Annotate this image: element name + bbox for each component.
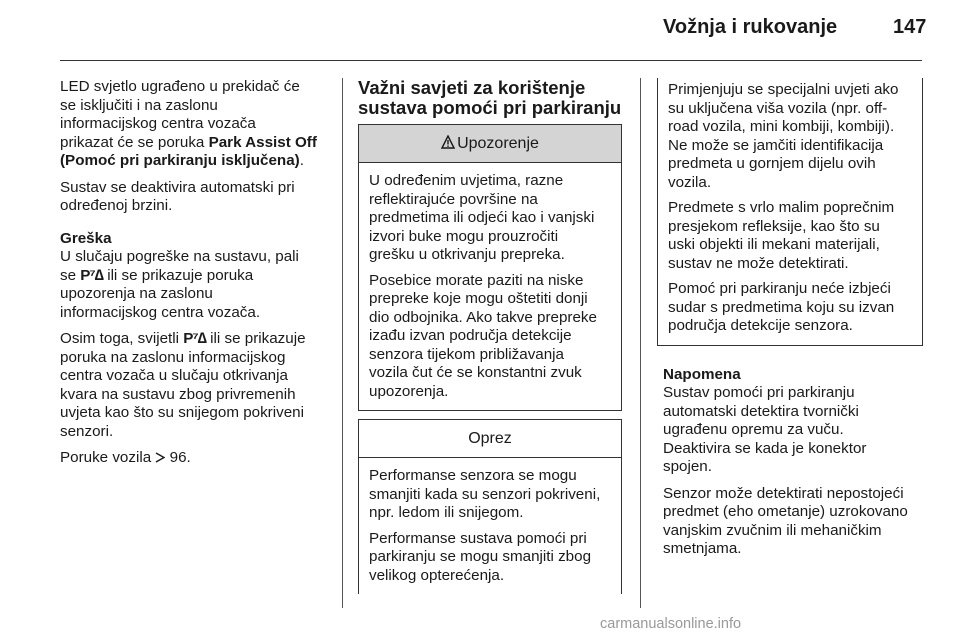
intro-paragraph: LED svjetlo ugrađeno u prekidač će se isključiti i na zaslonu informacijskog centra vozača prikazat će se poruka Park Assist Off (Pomoć pri parkiranju isključena).	[60, 78, 317, 169]
column-divider-2	[640, 78, 641, 608]
column-divider-1	[342, 78, 343, 608]
page-reference-link[interactable]: 96.	[169, 449, 191, 466]
continued-warning-box	[657, 78, 923, 346]
note-heading: Napomena	[663, 365, 741, 383]
box-paragraph-2: Predmete s vrlo malim poprečnim presjekom refleksije, kao što su uski objekti ili mekani materijali, sustav ne može detektirati.	[668, 199, 895, 272]
watermark: carmanualsonline.info	[600, 616, 742, 632]
fault-heading: Greška	[60, 229, 112, 247]
caution-paragraph-2: Performanse sustava pomoći pri parkiranju se mogu smanjiti zbog velikog opterećenja.	[369, 529, 592, 584]
caution-paragraph-1: Performanse senzora se mogu smanjiti kada su senzori pokriveni, npr. ledom ili snijegom.	[369, 467, 601, 521]
warning-paragraph-1: U određenim uvjetima, razne reflektirajuće površine na predmetima ili odjeći kao i vanjski izvori buke mogu prouzročiti grešku u otkrivanju prepreka.	[369, 172, 595, 263]
message-translation: (Pomoć pri parkiranju isključena)	[60, 152, 300, 169]
note-paragraph-1: Napomena Sustav pomoći pri parkiranju automatski detektira tvornički ugrađenu opremu za vuču. Deaktivira se kada je konektor spojen.	[663, 366, 923, 477]
column-right	[657, 78, 923, 567]
page-reference-icon	[155, 452, 165, 463]
park-assist-icon: P⁷∆	[80, 266, 103, 284]
message-park-assist-off: Park Assist Off	[208, 133, 317, 151]
page-number: 147	[893, 16, 927, 38]
also-paragraph: Osim toga, svijetli P⁷∆ ili se prikazuje poruka na zaslonu informacijskog centra vozača u slučaju otkrivanja kvara na sustavu zbog privremenih uvjeta kao što su snijegom pokriveni senzori.	[60, 330, 306, 440]
warning-box	[358, 124, 622, 411]
column-middle	[358, 78, 622, 594]
fault-paragraph: Greška U slučaju pogreške na sustavu, pali se P⁷∆ ili se prikazuje poruka upozorenja na zaslonu informacijskog centra vozača.	[60, 230, 332, 323]
warning-paragraph-2: Posebice morate paziti na niske prepreke koje mogu oštetiti donji dio odbojnika. Ako takve prepreke izađu izvan područja detekcije senzora tijekom približavanja vozila čut će se konstantni zvuk upozorenja.	[369, 271, 597, 400]
auto-off-paragraph: Sustav se deaktivira automatski pri određenoj brzini.	[60, 178, 295, 214]
column-left	[60, 78, 332, 476]
messages-paragraph: Poruke vozila 96.	[60, 449, 191, 466]
note-paragraph-2: Senzor može detektirati nepostojeći predmet (eho ometanje) uzrokovano vanjskim zvučnim ili mehaničkim smetnjama.	[663, 484, 908, 557]
note-block	[657, 366, 923, 559]
page-title: Vožnja i rukovanje	[663, 16, 838, 38]
warning-title: Upozorenje	[457, 135, 539, 152]
caution-box-header: Oprez	[359, 420, 621, 458]
warning-box-header	[359, 125, 621, 163]
box-paragraph-3: Pomoć pri parkiranju neće izbjeći sudar s predmetima koju su izvan područja detekcije senzora.	[668, 280, 895, 334]
warning-triangle-icon	[441, 135, 455, 149]
section-heading: Važni savjeti za korištenje sustava pomoći pri parkiranju	[358, 77, 622, 118]
park-assist-icon: P⁷∆	[183, 330, 206, 347]
box-paragraph-1: Primjenjuju se specijalni uvjeti ako su uključena viša vozila (npr. off- road vozila, mini kombiji, kombiji). Ne može se jamčiti identifikacija predmeta u gornjem dijelu ovih vozila.	[668, 81, 899, 191]
caution-box	[358, 419, 622, 594]
header-divider	[60, 60, 922, 61]
